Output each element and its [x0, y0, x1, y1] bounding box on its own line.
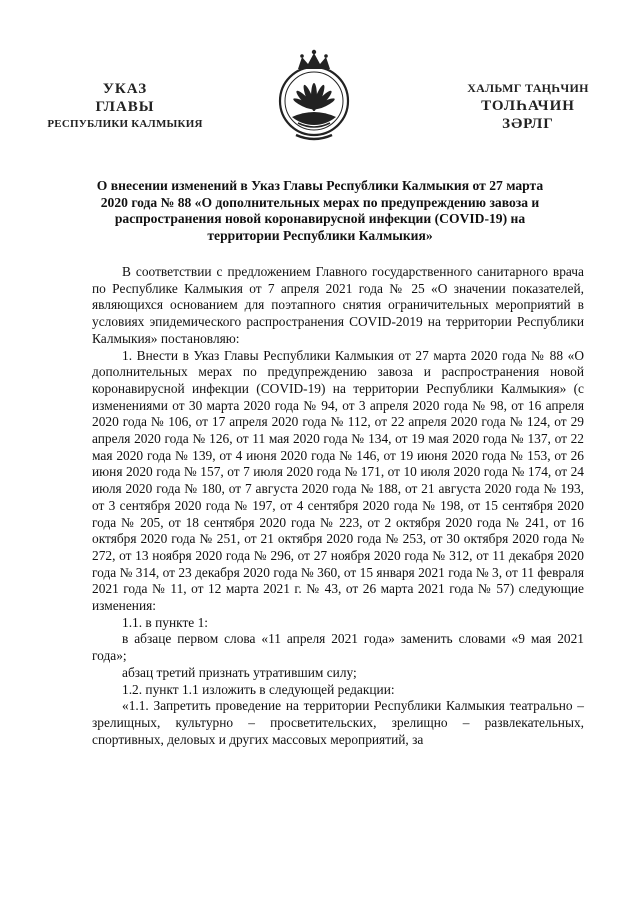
paragraph-1-2: 1.2. пункт 1.1 изложить в следующей редакции:	[122, 681, 395, 697]
paragraph-1-1: 1.1. в пункте 1:	[122, 614, 209, 630]
quoted-paragraph: «1.1. Запретить проведение на территории Республики Калмыкия театрально – зрелищных, культурно – просветительских, зрелищно – развлекательных, спортивных, деловых и других массовых мероприятий, за	[92, 698, 584, 747]
document-body	[92, 264, 584, 748]
kalmyk-decree-label: ЗӘРЛГ	[502, 116, 554, 132]
kalmyk-republic-label: ХАЛЬМГ ТАҢҺЧИН	[467, 81, 589, 95]
decree-header-russian	[30, 80, 220, 132]
document-title: О внесении изменений в Указ Главы Республики Калмыкия от 27 марта 2020 года № 88 «О дополнительных мерах по предупреждению завоза и распространения новой коронавирусной инфекции (COVID-19) на территории Республики Калмыкия»	[96, 178, 544, 243]
decree-label: УКАЗ	[102, 81, 148, 97]
head-label: ГЛАВЫ	[95, 99, 155, 115]
paragraph-1-1-b: абзац третий признать утратившим силу;	[122, 664, 357, 680]
coat-of-arms-icon	[268, 47, 360, 147]
kalmyk-head-label: ТОЛҺАЧИН	[481, 98, 575, 114]
decree-header-kalmyk	[438, 80, 618, 133]
intro-paragraph: В соответствии с предложением Главного государственного санитарного врача по Республике Калмыкия от 7 апреля 2021 года № 25 «О значении показателей, являющихся основанием для поэтапного снятия ограничительных мероприятий в условиях эпидемического распространения COVID-2019 на территории Республики Калмыкия» постановляю:	[92, 264, 584, 346]
republic-label: РЕСПУБЛИКИ КАЛМЫКИЯ	[47, 118, 203, 130]
paragraph-1: 1. Внести в Указ Главы Республики Калмыкия от 27 марта 2020 года № 88 «О дополнительных мерах по предупреждению завоза и распространения новой коронавирусной инфекции (COVID-19) на территории Республики Калмыкия» (с изменениями от 30 марта 2020 года № 94, от 3 апреля 2020 года № 98, от 16 апреля 2020 года № 106, от 17 апреля 2020 года № 112, от 22 апреля 2020 года № 124, от 29 апреля 2020 года № 126, от 11 мая 2020 года № 134, от 19 мая 2020 года № 137, от 22 мая 2020 года № 139, от 4 июня 2020 года № 146, от 19 июня 2020 года № 153, от 26 июня 2020 года № 157, от 7 июля 2020 года № 171, от 10 июля 2020 года № 174, от 24 июля 2020 года № 180, от 7 августа 2020 года № 188, от 21 августа 2020 года № 193, от 3 сентября 2020 года № 197, от 4 сентября 2020 года № 198, от 15 сентября 2020 года № 205, от 18 сентября 2020 года № 223, от 2 октября 2020 года № 241, от 16 октября 2020 года № 251, от 21 октября 2020 года № 253, от 30 октября 2020 года № 272, от 13 ноября 2020 года № 296, от 27 ноября 2020 года № 312, от 11 декабря 2020 года № 314, от 23 декабря 2020 года № 360, от 15 января 2021 года № 3, от 11 февраля 2021 года № 11, от 12 марта 2021 г. № 43, от 26 марта 2021 года № 57) следующие изменения:	[92, 347, 584, 614]
paragraph-1-1-a: в абзаце первом слова «11 апреля 2021 года» заменить словами «9 мая 2021 года»;	[92, 631, 584, 664]
